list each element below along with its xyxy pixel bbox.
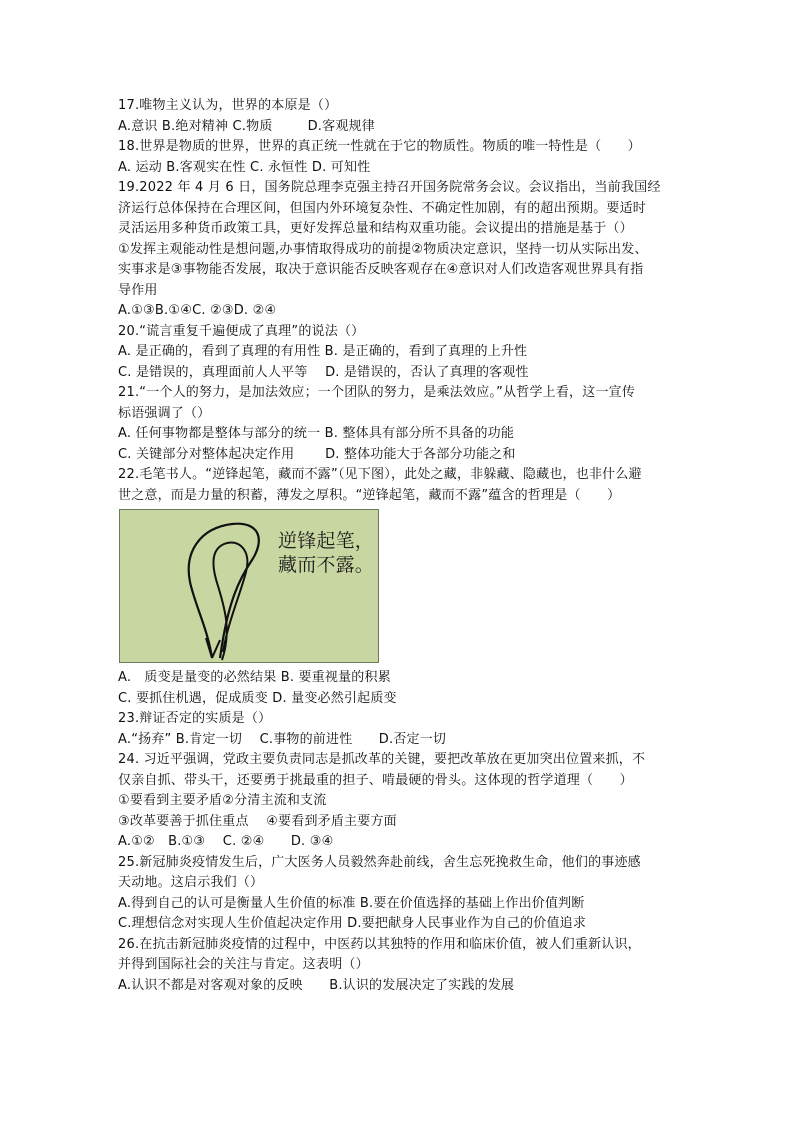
document-page [118,96,678,996]
text-line: A.意识 B.绝对精神 C.物质 D.客观规律 [118,118,375,134]
figure-caption-line1: 逆锋起笔， [278,530,375,552]
text-line: 23.辩证否定的实质是（） [118,711,272,726]
text-line: C. 是错误的，真理面前人人平等 D. 是错误的，否认了真理的客观性 [118,364,529,380]
text-line: 灵活运用多种货币政策工具，更好发挥总量和结构双重功能。会议提出的措施是基于（） [118,221,633,236]
text-line: A.①③B.①④C. ②③D. ②④ [118,303,277,318]
text-line: C. 要抓住机遇，促成质变 D. 量变必然引起质变 [118,690,397,706]
text-line: A. 运动 B.客观实在性 C. 永恒性 D. 可知性 [118,159,371,175]
text-line: ①发挥主观能动性是想问题,办事情取得成功的前提②物质决定意识，坚持一切从实际出发、 [118,241,648,257]
text-line: 21.“一个人的努力，是加法效应；一个团队的努力，是乘法效应。”从哲学上看，这一宣传 [118,385,636,400]
text-line: C.理想信念对实现人生价值起决定作用 D.要把献身人民事业作为自己的价值追求 [118,916,587,931]
text-line: A.①② B.①③ C. ②④ D. ③④ [118,834,334,849]
figure-caption-line2: 藏而不露。 [278,554,375,576]
text-line: 17.唯物主义认为，世界的本原是（） [118,98,338,113]
text-line: 济运行总体保持在合理区间，但国内外环境复杂性、不确定性加剧，有的超出预期。要适时 [118,200,647,216]
text-line: ③改革要善于抓住重点 ④要看到矛盾主要方面 [118,813,397,829]
brush-stroke-figure [119,509,379,663]
text-line: 22.毛笔书人。“逆锋起笔，藏而不露”（见下图），此处之藏，非躲藏、隐藏也，也非什么避 [118,467,642,482]
text-line: 世之意，而是力量的积蓄，薄发之厚积。“逆锋起笔，藏而不露”蕴含的哲理是（ ） [118,487,621,503]
text-line: A. 是正确的，看到了真理的有用性 B. 是正确的，看到了真理的上升性 [118,344,528,359]
text-line: ①要看到主要矛盾②分清主流和支流 [118,793,327,808]
text-line: 25.新冠肺炎疫情发生后，广大医务人员毅然奔赴前线，舍生忘死挽救生命，他们的事迹感 [118,854,641,870]
text-line: 仅亲自抓、带头干，还要勇于挑最重的担子、啃最硬的骨头。这体现的哲学道理（ ） [118,772,633,788]
text-line: A.“扬弃” B.肯定一切 C.事物的前进性 D.否定一切 [118,731,447,747]
text-line: A. 质变是量变的必然结果 B. 要重视量的积累 [118,670,391,685]
text-line: A.认识不都是对客观对象的反映 B.认识的发展决定了实践的发展 [118,977,515,993]
text-line: A. 任何事物都是整体与部分的统一 B. 整体具有部分所不具备的功能 [118,426,515,441]
text-line: A.得到自己的认可是衡量人生价值的标准 B.要在价值选择的基础上作出价值判断 [118,895,585,911]
text-line: 26.在抗击新冠肺炎疫情的过程中，中医药以其独特的作用和临床价值，被人们重新认识， [118,936,641,952]
text-line: 19.2022 年 4 月 6 日，国务院总理李克强主持召开国务院常务会议。会议指出，当前我国经 [118,180,661,195]
text-line: 导作用 [118,282,158,298]
text-line: 天动地。这启示我们（） [118,875,264,890]
text-line: C. 关键部分对整体起决定作用 D. 整体功能大于各部分功能之和 [118,446,516,462]
text-line: 18.世界是物质的世界，世界的真正统一性就在于它的物质性。物质的唯一特性是（ ） [118,139,641,154]
text-line: 24. 习近平强调，党政主要负责同志是抓改革的关键，要把改革放在更加突出位置来抓，不 [118,752,646,767]
text-line: 20.“谎言重复千遍便成了真理”的说法（） [118,323,365,339]
text-line: 标语强调了（） [118,405,211,421]
text-line: 并得到国际社会的关注与肯定。这表明（） [118,957,369,972]
text-line: 实事求是③事物能否发展，取决于意识能否反映客观存在④意识对人们改造客观世界具有指 [118,262,644,277]
